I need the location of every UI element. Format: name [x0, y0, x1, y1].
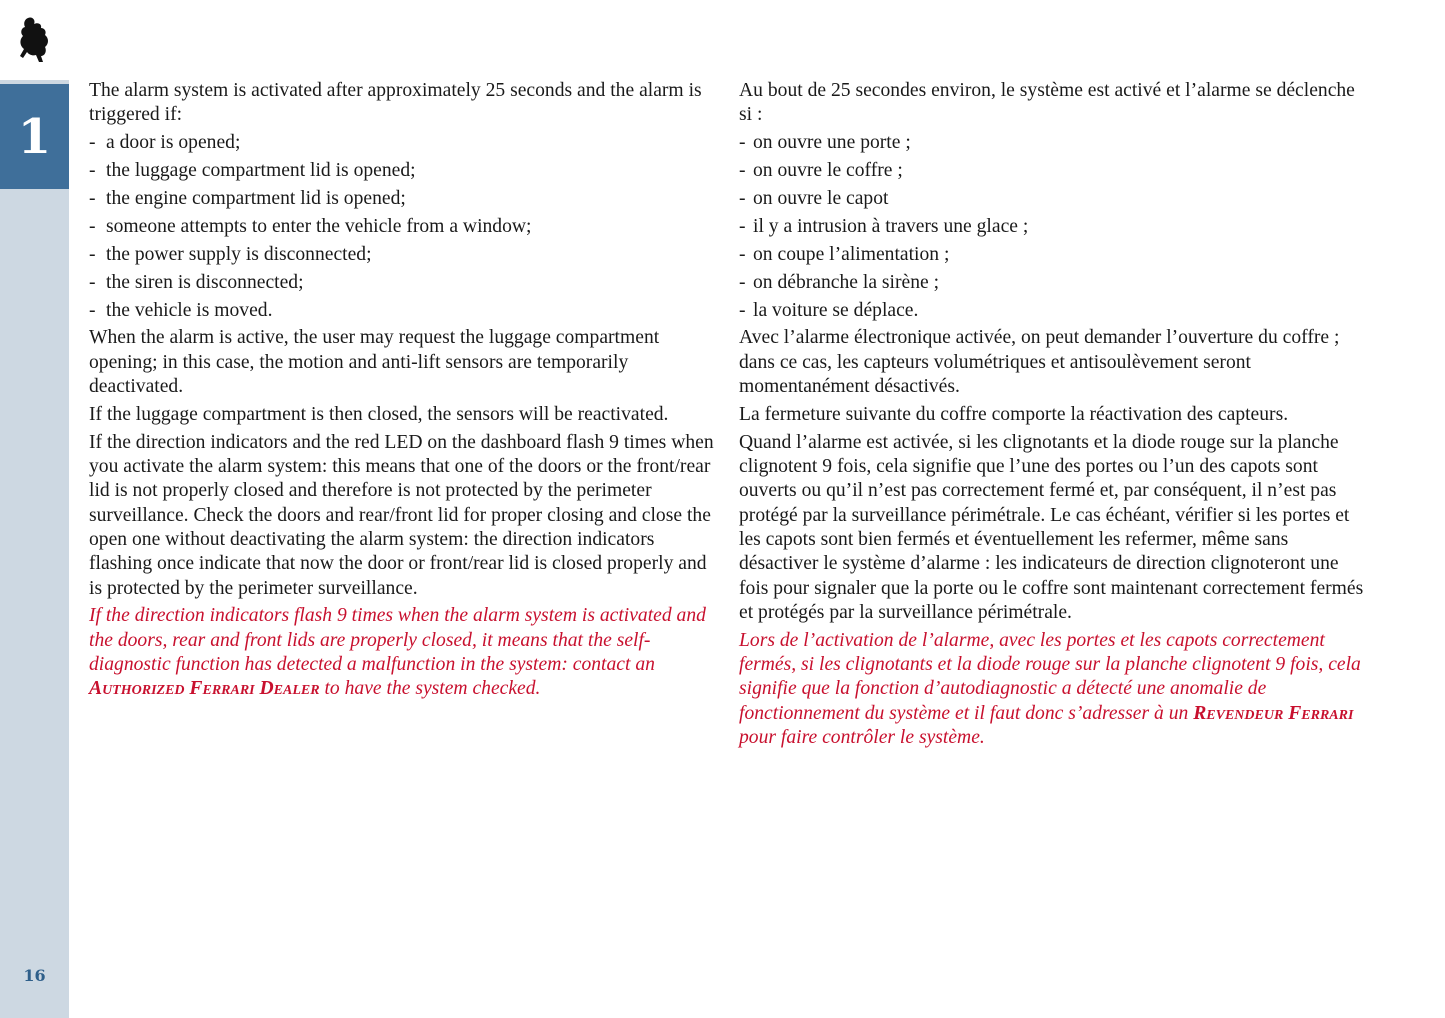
list-item: - on ouvre le coffre ; — [739, 160, 903, 182]
list-item: - on coupe l’alimentation ; — [739, 243, 950, 265]
list-item: - il y a intrusion à travers une glace ; — [739, 215, 1029, 237]
page-number: 16 — [23, 966, 46, 985]
fr-paragraph-1: Avec l’alarme électronique activée, on peut demander l’ouverture du coffre ; dans ce cas, les capteurs volumétriques et antisoulèvement seront momentanément désactivés. — [739, 327, 1340, 398]
list-item: - the vehicle is moved. — [89, 299, 273, 321]
en-trigger-list — [89, 131, 714, 323]
english-column — [89, 79, 714, 705]
en-intro: The alarm system is activated after approximately 25 seconds and the alarm is triggered if: — [89, 80, 702, 126]
list-item: - la voiture se déplace. — [739, 299, 919, 321]
en-dealer-name: Authorized Ferrari Dealer — [89, 678, 320, 700]
en-paragraph-2: If the luggage compartment is then closed, the sensors will be reactivated. — [89, 403, 669, 425]
chapter-tab: 1 — [0, 84, 69, 189]
list-item: - on débranche la sirène ; — [739, 271, 940, 293]
list-item: - a door is opened; — [89, 132, 241, 154]
en-paragraph-3: If the direction indicators and the red LED on the dashboard flash 9 times when you activate the alarm system: this means that one of the doors or the front/rear lid is not properly closed and therefore is not protected by the perimeter surveillance. Check the doors and rear/front lid for proper closing and close the open one without deactivating the alarm system: the direction indicators flashing once indicate that now the door or front/rear lid is closed properly and is protected by the perimeter surveillance. — [89, 431, 714, 599]
list-item: - the power supply is disconnected; — [89, 243, 372, 265]
list-item: - someone attempts to enter the vehicle from a window; — [89, 215, 532, 237]
fr-paragraph-2: La fermeture suivante du coffre comporte la réactivation des capteurs. — [739, 403, 1289, 425]
list-item: - the siren is disconnected; — [89, 271, 304, 293]
logo-box — [0, 0, 69, 80]
en-paragraph-1: When the alarm is active, the user may request the luggage compartment opening; in this case, the motion and anti-lift sensors are temporarily deactivated. — [89, 327, 660, 398]
fr-intro: Au bout de 25 secondes environ, le système est activé et l’alarme se déclenche si : — [739, 80, 1355, 126]
fr-trigger-list — [739, 131, 1369, 323]
list-item: - on ouvre le capot — [739, 187, 889, 209]
list-item: - the luggage compartment lid is opened; — [89, 160, 416, 182]
en-warning: If the direction indicators flash 9 times when the alarm system is activated and the doors, rear and front lids are properly closed, it means that the self-diagnostic function has detected a malfunction in the system: contact an Authorized Ferrari Dealer to have the system checked. — [89, 605, 706, 700]
fr-warning: Lors de l’activation de l’alarme, avec les portes et les capots correctement fermés, si les clignotants et la diode rouge sur la planche clignotent 9 fois, cela signifie que la fonction d’autodiagnostic a détecté une anomalie de fonctionnement du système et il faut donc s’adresser à un Revendeur Ferrari pour faire contrôler le système. — [739, 629, 1361, 748]
fr-dealer-name: Revendeur Ferrari — [1193, 702, 1354, 724]
prancing-horse-icon — [14, 14, 54, 66]
sidebar — [0, 0, 69, 1018]
french-column — [739, 79, 1369, 754]
fr-paragraph-3: Quand l’alarme est activée, si les clignotants et la diode rouge sur la planche clignotent 9 fois, cela signifie que l’une des portes ou l’un des capots sont ouverts ou qu’il n’est pas correctement fermé et, par conséquent, il n’est pas protégé par la surveillance périmétrale. Le cas échéant, vérifier si les portes et les capots sont bien fermés et éventuellement les refermer, même sans désactiver le système d’alarme : les indicateurs de direction clignoteront une fois pour signaler que la porte ou le coffre sont maintenant correctement fermés et protégés par la surveillance périmétrale. — [739, 431, 1364, 623]
list-item: - the engine compartment lid is opened; — [89, 187, 406, 209]
list-item: - on ouvre une porte ; — [739, 132, 911, 154]
